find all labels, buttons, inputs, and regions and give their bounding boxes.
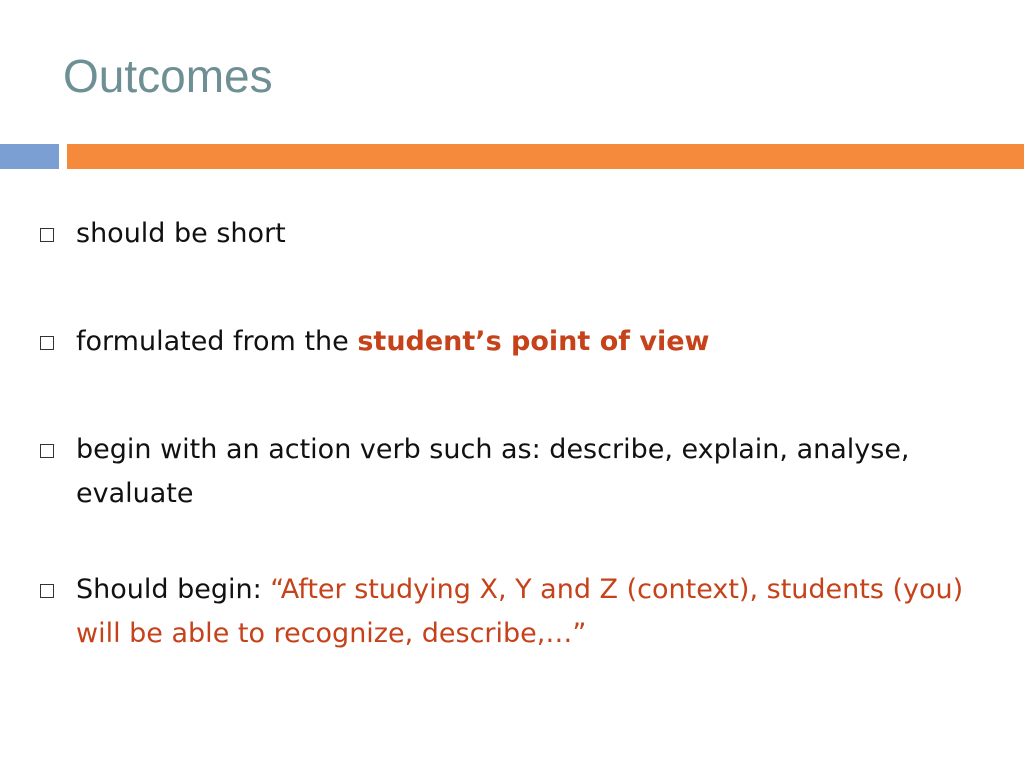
- hollow-square-bullet-icon: [40, 584, 54, 598]
- bullet-item-short: [40, 212, 970, 256]
- bullet-text: formulated from the: [76, 326, 358, 357]
- hollow-square-bullet-icon: [40, 228, 54, 242]
- hollow-square-bullet-icon: [40, 444, 54, 458]
- bullet-list: [40, 212, 970, 656]
- bullet-item-should-begin: [40, 568, 970, 656]
- accent-bar-left: [0, 144, 59, 169]
- bullet-item-action-verb: [40, 428, 970, 516]
- accent-bar-right: [67, 144, 1024, 169]
- bullet-text: should be short: [76, 218, 286, 249]
- bullet-text: begin with an action verb such as: describe, explain, analyse, evaluate: [76, 434, 910, 509]
- bullet-highlight: student’s point of view: [357, 326, 710, 357]
- slide-title: Outcomes: [63, 50, 273, 102]
- hollow-square-bullet-icon: [40, 336, 54, 350]
- bullet-item-point-of-view: [40, 320, 970, 364]
- bullet-text: Should begin:: [76, 574, 271, 605]
- bullet-highlight: “After studying X, Y and Z (context), students (you) will be able to recognize, describe,…”: [76, 574, 964, 649]
